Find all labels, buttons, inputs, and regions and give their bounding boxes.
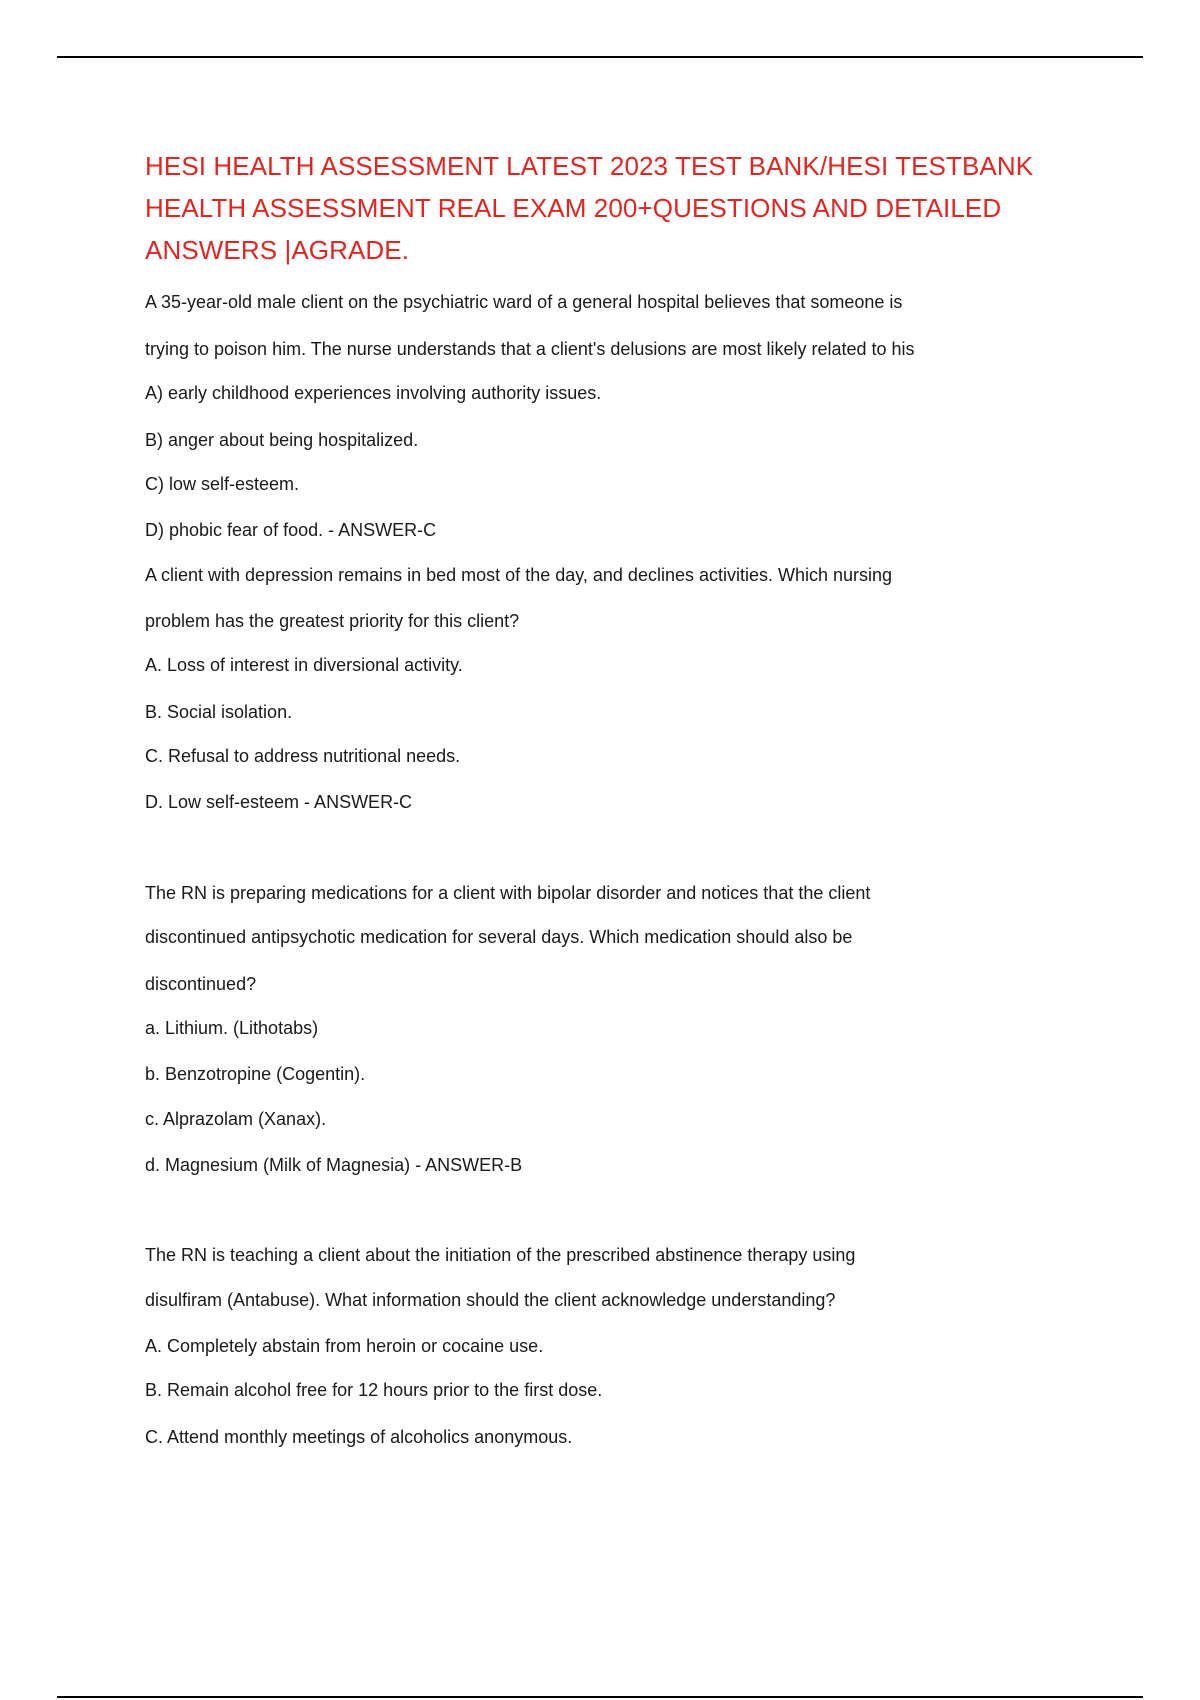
question-2-option-a: A. Loss of interest in diversional activity. [145,655,463,675]
question-2-option-d-answer: D. Low self-esteem - ANSWER-C [145,792,413,812]
footer-rule [57,1696,1143,1698]
question-1-stem-line: trying to poison him. The nurse understands that a client's delusions are most likely related to his [145,339,915,359]
question-4-stem-line: disulfiram (Antabuse). What information should the client acknowledge understanding? [145,1290,836,1310]
question-4-stem-line: The RN is teaching a client about the initiation of the prescribed abstinence therapy using [145,1245,856,1265]
title-line: ANSWERS |AGRADE. [145,235,410,265]
question-4-option-a: A. Completely abstain from heroin or cocaine use. [145,1336,544,1356]
question-2-option-b: B. Social isolation. [145,702,293,722]
question-4-option-c: C. Attend monthly meetings of alcoholics anonymous. [145,1427,573,1447]
question-2-option-c: C. Refusal to address nutritional needs. [145,746,461,766]
question-3-stem-line: discontinued? [145,974,257,994]
question-2-stem-line: problem has the greatest priority for this client? [145,611,520,631]
question-2-stem-line: A client with depression remains in bed most of the day, and declines activities. Which nursing [145,565,893,585]
question-3-stem-line: The RN is preparing medications for a client with bipolar disorder and notices that the client [145,883,871,903]
question-1-option-b: B) anger about being hospitalized. [145,430,419,450]
question-3-option-d-answer: d. Magnesium (Milk of Magnesia) - ANSWER-B [145,1155,523,1175]
question-1-option-a: A) early childhood experiences involving authority issues. [145,383,602,403]
question-3-option-a: a. Lithium. (Lithotabs) [145,1018,319,1038]
question-1-option-c: C) low self-esteem. [145,474,300,494]
title-line: HESI HEALTH ASSESSMENT LATEST 2023 TEST BANK/HESI TESTBANK [145,151,1034,181]
question-1-option-d-answer: D) phobic fear of food. - ANSWER-C [145,520,437,540]
document-title [145,145,1105,271]
title-line: HEALTH ASSESSMENT REAL EXAM 200+QUESTIONS AND DETAILED [145,193,1002,223]
question-1-stem-line: A 35-year-old male client on the psychiatric ward of a general hospital believes that someone is [145,292,903,312]
question-4-option-b: B. Remain alcohol free for 12 hours prior to the first dose. [145,1380,603,1400]
header-rule [57,56,1143,58]
question-3-stem-line: discontinued antipsychotic medication for several days. Which medication should also be [145,927,853,947]
question-3-option-b: b. Benzotropine (Cogentin). [145,1064,366,1084]
question-3-option-c: c. Alprazolam (Xanax). [145,1109,327,1129]
